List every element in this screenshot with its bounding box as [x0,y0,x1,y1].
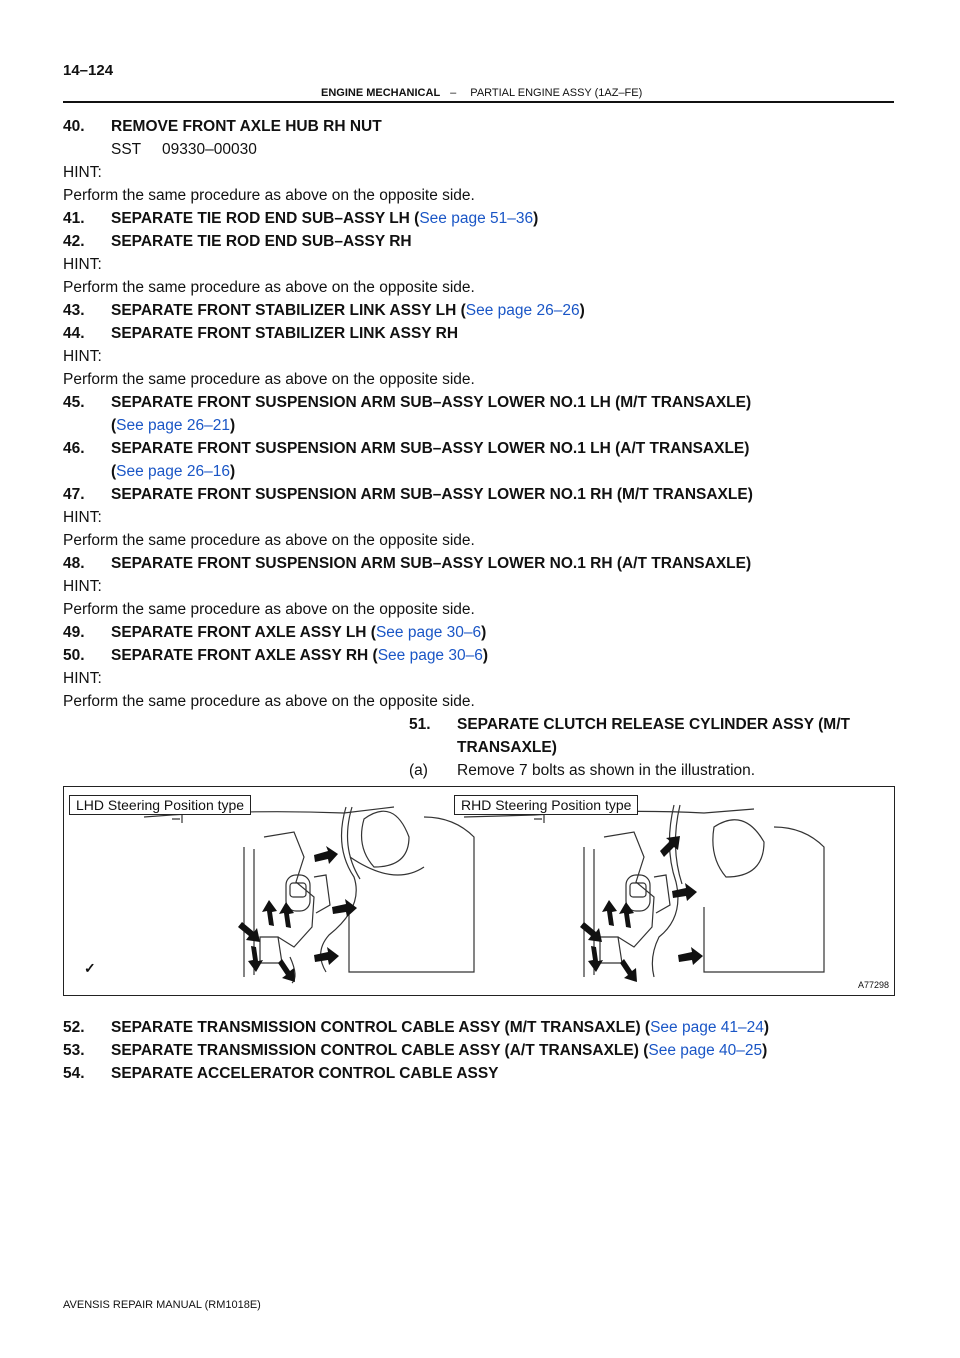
running-header [321,87,642,99]
page-link[interactable]: See page 30–6 [375,624,482,641]
page-link[interactable]: See page 26–21 [116,417,230,434]
step-45: 45. SEPARATE FRONT SUSPENSION ARM SUB–ASSY LOWER NO.1 LH (M/T TRANSAXLE) [63,394,752,411]
subsection-title: PARTIAL ENGINE ASSY (1AZ–FE) [470,87,643,99]
hint-text: Perform the same procedure as above on the opposite side. [63,187,475,204]
step-45-ref: (See page 26–21) [111,417,236,434]
step-44: 44. SEPARATE FRONT STABILIZER LINK ASSY RH [63,325,459,342]
page-link[interactable]: See page 26–26 [465,302,580,319]
illustration-drawing [64,787,896,997]
step-52: 52. SEPARATE TRANSMISSION CONTROL CABLE ASSY (M/T TRANSAXLE) (See page 41–24) [63,1019,770,1036]
header-rule [63,101,894,103]
figure-label-lhd: LHD Steering Position type [69,795,251,815]
step-40: 40. REMOVE FRONT AXLE HUB RH NUT [63,118,382,135]
step-51-cont: TRANSAXLE) [457,739,557,756]
step-54: 54. SEPARATE ACCELERATOR CONTROL CABLE ASSY [63,1065,499,1082]
step-42: 42. SEPARATE TIE ROD END SUB–ASSY RH [63,233,412,250]
hint-text: Perform the same procedure as above on the opposite side. [63,279,475,296]
page-link[interactable]: See page 26–16 [116,463,230,480]
svg-text:✓: ✓ [84,960,96,976]
page-link[interactable]: See page 30–6 [377,647,483,664]
step-43: 43. SEPARATE FRONT STABILIZER LINK ASSY LH (See page 26–26) [63,302,585,319]
illustration [63,786,895,996]
section-title: ENGINE MECHANICAL [321,87,441,99]
step-51a: (a) Remove 7 bolts as shown in the illustration. [409,762,756,779]
hint-label: HINT: [63,578,102,595]
footer-manual: AVENSIS REPAIR MANUAL (RM1018E) [63,1299,261,1311]
hint-text: Perform the same procedure as above on the opposite side. [63,371,475,388]
hint-text: Perform the same procedure as above on the opposite side. [63,693,475,710]
hint-text: Perform the same procedure as above on the opposite side. [63,532,475,549]
step-46-ref: (See page 26–16) [111,463,236,480]
hint-text: Perform the same procedure as above on the opposite side. [63,601,475,618]
hint-label: HINT: [63,256,102,273]
step-47: 47. SEPARATE FRONT SUSPENSION ARM SUB–ASSY LOWER NO.1 RH (M/T TRANSAXLE) [63,486,753,503]
hint-label: HINT: [63,348,102,365]
step-51: 51. SEPARATE CLUTCH RELEASE CYLINDER ASSY (M/T [409,716,850,733]
step-49: 49. SEPARATE FRONT AXLE ASSY LH (See page 30–6) [63,624,487,641]
step-50: 50. SEPARATE FRONT AXLE ASSY RH (See page 30–6) [63,647,489,664]
figure-id: A77298 [857,980,889,990]
page-link[interactable]: See page 51–36 [419,210,534,227]
step-53: 53. SEPARATE TRANSMISSION CONTROL CABLE ASSY (A/T TRANSAXLE) (See page 40–25) [63,1042,768,1059]
step-46: 46. SEPARATE FRONT SUSPENSION ARM SUB–ASSY LOWER NO.1 LH (A/T TRANSAXLE) [63,440,750,457]
page-link[interactable]: See page 41–24 [650,1019,764,1036]
hint-label: HINT: [63,670,102,687]
hint-label: HINT: [63,509,102,526]
step-41: 41. SEPARATE TIE ROD END SUB–ASSY LH (See page 51–36) [63,210,539,227]
step-48: 48. SEPARATE FRONT SUSPENSION ARM SUB–ASSY LOWER NO.1 RH (A/T TRANSAXLE) [63,555,752,572]
page-link[interactable]: See page 40–25 [648,1042,763,1059]
figure-label-rhd: RHD Steering Position type [454,795,638,815]
hint-label: HINT: [63,164,102,181]
step-40-sst: SST 09330–00030 [111,141,257,158]
header-dash: – [450,87,457,99]
page-number: 14–124 [63,62,114,79]
